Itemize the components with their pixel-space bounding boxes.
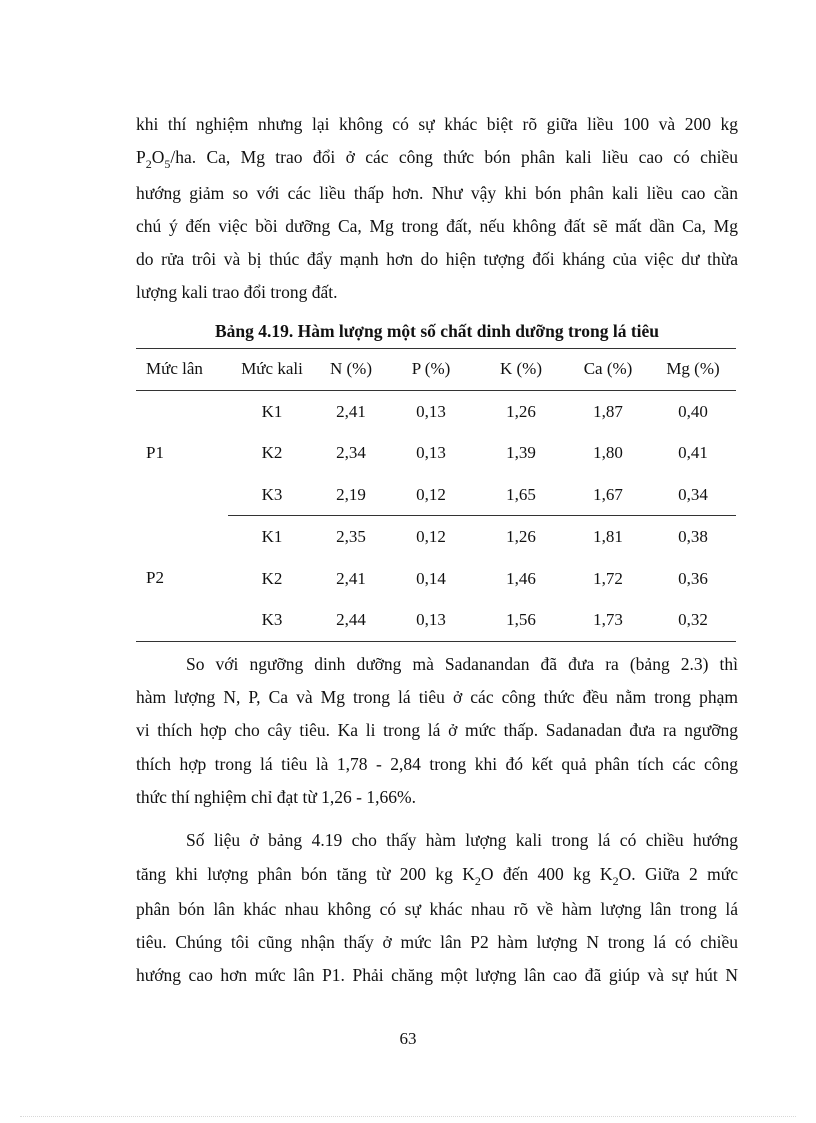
table-row (136, 516, 736, 558)
table-cell: 0,41 (678, 443, 708, 463)
table-cell: 1,67 (566, 474, 650, 516)
table-cell: 2,34 (336, 443, 366, 463)
table-cell: 0,14 (416, 568, 446, 588)
table-cell: 0,36 (678, 568, 708, 588)
text-line: hướng giảm so với các liều thấp hơn. Như vậy khi bón phân kali liều cao cần (136, 182, 738, 203)
table-cell: 2,41 (336, 401, 366, 421)
text-line: thích hợp trong lá tiêu là 1,78 - 2,84 trong khi đó kết quả phân tích các công (136, 753, 738, 774)
table-cell: 2,44 (316, 599, 386, 641)
table-cell: 2,41 (336, 568, 366, 588)
text-line: So với ngưỡng dinh dưỡng mà Sadanandan đã đưa ra (bảng 2.3) thì (186, 653, 738, 674)
table-cell: 0,40 (678, 401, 708, 421)
table-cell: 1,80 (593, 443, 623, 463)
table-cell: 2,35 (336, 527, 366, 547)
page-number: 63 (399, 1029, 417, 1048)
page-content (136, 108, 738, 993)
header-cell: N (%) (316, 348, 386, 390)
table-group-p1 (136, 390, 736, 516)
text-line: hàm lượng N, P, Ca và Mg trong lá tiêu ở các công thức đều nằm trong phạm (136, 687, 738, 708)
text-line: chú ý đến việc bồi dưỡng Ca, Mg trong đất, nếu không đất sẽ mất dần Ca, Mg (136, 215, 738, 236)
text-line: $P_2O_5/ha$. Ca, Mg trao đổi ở các công thức bón phân kali liều cao có chiều (136, 147, 738, 172)
header-cell: Ca (%) (566, 348, 650, 390)
text-line: hướng cao hơn mức lân P1. Phải chăng một lượng lân cao đã giúp và sự hút N (136, 965, 738, 986)
header-cell: K (%) (476, 348, 566, 390)
page-bottom-divider (20, 1116, 796, 1117)
table-group-p2 (136, 516, 736, 642)
table-cell: 1,26 (506, 527, 536, 547)
table-cell: K1 (261, 527, 283, 547)
paragraph-3 (136, 824, 738, 992)
table-cell: 2,19 (316, 474, 386, 516)
table-cell: K2 (261, 443, 283, 463)
text-line: vi thích hợp cho cây tiêu. Ka li trong lá ở mức thấp. Sadanadan đưa ra ngưỡng (136, 720, 738, 741)
table-cell: 1,65 (476, 474, 566, 516)
table-header-row (136, 348, 736, 390)
text-line: tăng khi lượng phân bón tăng từ 200 kg $K_2O$ đến 400 kg $K_2O$. Giữa 2 mức (136, 863, 739, 888)
nutrient-table (136, 348, 736, 642)
table-cell: 1,46 (506, 568, 536, 588)
text-line: khi thí nghiệm nhưng lại không có sự khác biệt rõ giữa liều 100 và 200 kg (136, 114, 738, 134)
header-cell: Mức lân (136, 348, 228, 390)
text-line: tiêu. Chúng tôi cũng nhận thấy ở mức lân P2 hàm lượng N trong lá có chiều (136, 932, 738, 953)
header-cell: Mg (%) (650, 348, 736, 390)
text-line: lượng kali trao đổi trong đất. (136, 282, 338, 303)
paragraph-1 (136, 108, 738, 310)
table-caption: Bảng 4.19. Hàm lượng một số chất dinh dưỡng trong lá tiêu (214, 320, 660, 341)
text-line: do rửa trôi và bị thúc đẩy mạnh hơn do hiện tượng đối kháng của việc dư thừa (136, 249, 738, 270)
table-cell: 0,13 (416, 443, 446, 463)
text-line: phân bón lân khác nhau không có sự khác nhau rõ về hàm lượng lân trong lá (136, 898, 738, 919)
table-cell: K3 (228, 599, 316, 641)
table-cell: 1,56 (476, 599, 566, 641)
table-cell: 0,12 (416, 527, 446, 547)
table-cell: 1,81 (593, 527, 623, 547)
table-row (136, 390, 736, 432)
table-cell: 0,12 (386, 474, 476, 516)
table-cell: 0,38 (678, 527, 708, 547)
table-cell: 1,73 (566, 599, 650, 641)
table-cell: 0,32 (650, 599, 736, 641)
table-cell: K2 (261, 568, 283, 588)
header-cell: P (%) (386, 348, 476, 390)
level-cell: P1 (146, 443, 164, 463)
table-cell: 0,13 (386, 599, 476, 641)
header-cell: Mức kali (228, 348, 316, 390)
table-cell: 0,13 (416, 401, 446, 421)
table-cell: K3 (228, 474, 316, 516)
table-cell: 0,34 (650, 474, 736, 516)
table-cell: 1,87 (593, 401, 623, 421)
table-cell: 1,72 (593, 568, 623, 588)
text-line: thức thí nghiệm chỉ đạt từ 1,26 - 1,66%. (136, 786, 416, 807)
paragraph-2 (136, 648, 738, 814)
level-cell: P2 (136, 516, 228, 642)
table-cell: K1 (261, 401, 283, 421)
table-cell: 1,39 (506, 443, 536, 463)
text-line: Số liệu ở bảng 4.19 cho thấy hàm lượng kali trong lá có chiều hướng (186, 830, 738, 851)
table-cell: 1,26 (506, 401, 536, 421)
